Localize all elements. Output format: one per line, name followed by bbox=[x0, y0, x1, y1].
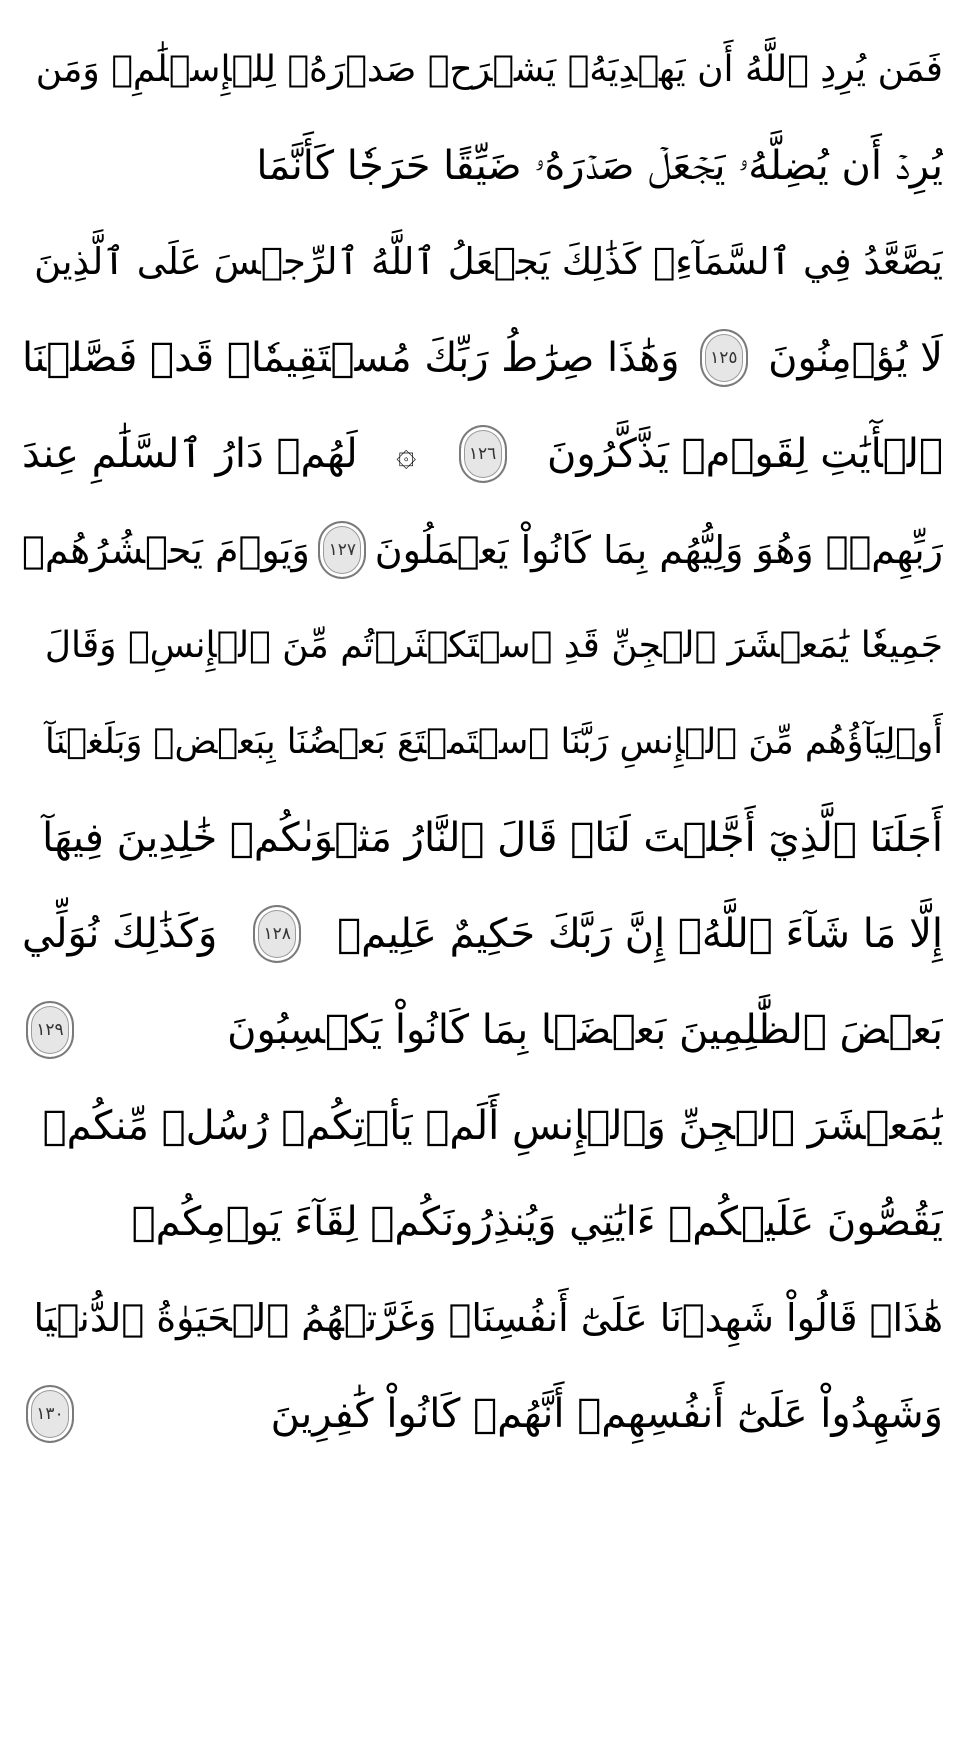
verse-text: جَمِيعٗا يَٰمَعۡشَرَ ٱلۡجِنِّ قَدِ ٱسۡتَكۡثَرۡتُم مِّنَ ٱلۡإِنسِۖ وَقَالَ bbox=[44, 625, 943, 666]
verse-line-1 bbox=[22, 22, 943, 118]
verse-line-3 bbox=[22, 214, 943, 310]
verse-text: وَشَهِدُواْ عَلَىٰٓ أَنفُسِهِمۡ أَنَّهُمۡ كَانُواْ كَٰفِرِينَ bbox=[270, 1391, 943, 1437]
ayah-number-marker: ١٣٠ bbox=[26, 1385, 74, 1443]
verse-line-14 bbox=[22, 1270, 943, 1366]
verse-line-4 bbox=[22, 310, 943, 406]
verse-text: رَبِّهِمۡۖ وَهُوَ وَلِيُّهُم بِمَا كَانُواْ يَعۡمَلُونَ bbox=[374, 527, 943, 572]
verse-text: وَكَذَٰلِكَ نُوَلِّي bbox=[22, 911, 218, 957]
ayah-number-marker: ١٢٨ bbox=[253, 905, 301, 963]
ayah-number-marker: ١٢٦ bbox=[459, 425, 507, 483]
verse-text: يَقُصُّونَ عَلَيۡكُمۡ ءَايَٰتِي وَيُنذِرُونَكُمۡ لِقَآءَ يَوۡمِكُمۡ bbox=[131, 1199, 943, 1245]
verse-text: لَهُمۡ دَارُ ٱلسَّلَٰمِ عِندَ bbox=[22, 431, 358, 477]
verse-text: وَيَوۡمَ يَحۡشُرُهُمۡ bbox=[22, 527, 310, 572]
verse-text: يُرِدۡ أَن يُضِلَّهُۥ يَجۡعَلۡ صَدۡرَهُۥ ضَيِّقًا حَرَجٗا كَأَنَّمَا bbox=[256, 143, 943, 189]
verse-text: يَٰمَعۡشَرَ ٱلۡجِنِّ وَٱلۡإِنسِ أَلَمۡ يَأۡتِكُمۡ رُسُلٞ مِّنكُمۡ bbox=[42, 1103, 943, 1149]
verse-line-7 bbox=[22, 598, 943, 694]
verse-text: لَا يُؤۡمِنُونَ bbox=[768, 335, 943, 381]
verse-line-12 bbox=[22, 1078, 943, 1174]
hizb-star-icon: ۞ bbox=[396, 433, 417, 474]
verse-line-6 bbox=[22, 502, 943, 598]
verse-lines bbox=[22, 22, 943, 1462]
ayah-number-marker: ١٢٧ bbox=[318, 521, 366, 579]
verse-text: أَجَلَنَا ٱلَّذِيٓ أَجَّلۡتَ لَنَاۚ قَالَ ٱلنَّارُ مَثۡوَىٰكُمۡ خَٰلِدِينَ فِيهَآ bbox=[42, 815, 943, 861]
ayah-number-marker: ١٢٥ bbox=[700, 329, 748, 387]
verse-text: وَهَٰذَا صِرَٰطُ رَبِّكَ مُسۡتَقِيمٗاۗ قَدۡ فَصَّلۡنَا bbox=[22, 335, 680, 381]
verse-line-13 bbox=[22, 1174, 943, 1270]
verse-line-5 bbox=[22, 406, 943, 502]
verse-line-2 bbox=[22, 118, 943, 214]
verse-text: هَٰذَاۚ قَالُواْ شَهِدۡنَا عَلَىٰٓ أَنفُسِنَاۖ وَغَرَّتۡهُمُ ٱلۡحَيَوٰةُ ٱلدُّنۡيَا bbox=[33, 1295, 943, 1340]
verse-line-11 bbox=[22, 982, 943, 1078]
verse-line-10 bbox=[22, 886, 943, 982]
verse-text: ٱلۡأٓيَٰتِ لِقَوۡمٖ يَذَّكَّرُونَ bbox=[546, 431, 943, 477]
verse-text: إِلَّا مَا شَآءَ ٱللَّهُۚ إِنَّ رَبَّكَ حَكِيمٌ عَلِيمٞ bbox=[337, 911, 943, 957]
verse-line-9 bbox=[22, 790, 943, 886]
verse-text: بَعۡضَ ٱلظَّٰلِمِينَ بَعۡضَۢا بِمَا كَانُواْ يَكۡسِبُونَ bbox=[227, 1007, 943, 1053]
verse-text: يَصَّعَّدُ فِي ٱلسَّمَآءِۚ كَذَٰلِكَ يَجۡعَلُ ٱللَّهُ ٱلرِّجۡسَ عَلَى ٱلَّذِينَ bbox=[34, 240, 943, 284]
verse-line-15 bbox=[22, 1366, 943, 1462]
ayah-number-marker: ١٢٩ bbox=[26, 1001, 74, 1059]
verse-text: أَوۡلِيَآؤُهُم مِّنَ ٱلۡإِنسِ رَبَّنَا ٱسۡتَمۡتَعَ بَعۡضُنَا بِبَعۡضٖ وَبَلَغۡنَآ bbox=[45, 721, 943, 762]
verse-text: فَمَن يُرِدِ ٱللَّهُ أَن يَهۡدِيَهُۥ يَشۡرَحۡ صَدۡرَهُۥ لِلۡإِسۡلَٰمِۖ وَمَن bbox=[35, 49, 943, 90]
verse-line-8 bbox=[22, 694, 943, 790]
